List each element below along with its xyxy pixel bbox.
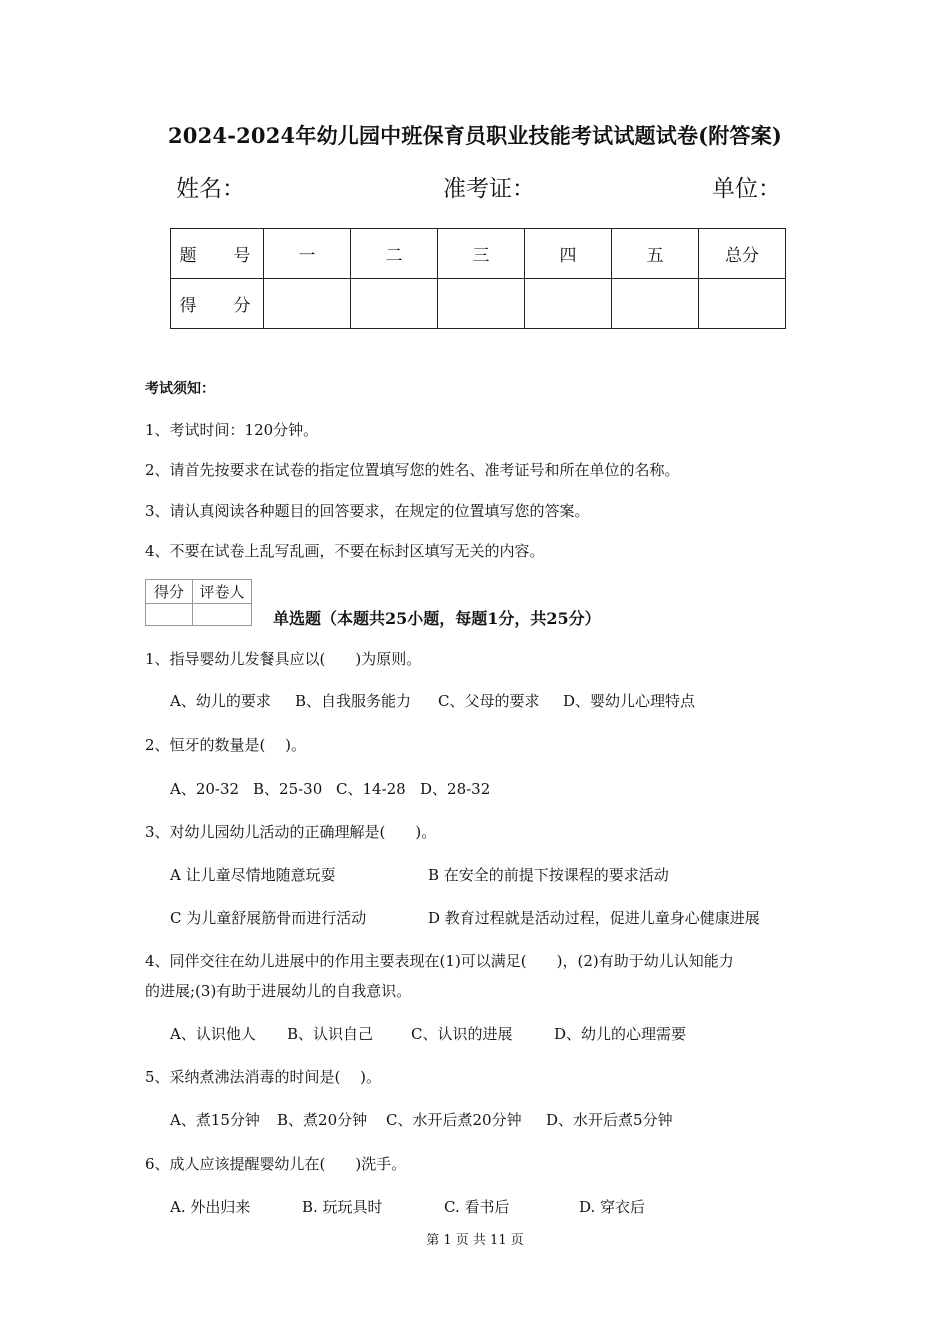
score-input-cell[interactable] — [525, 279, 612, 329]
score-cell: 二 — [351, 229, 438, 279]
grader-score-cell[interactable] — [146, 604, 193, 626]
option: A、20-32 — [170, 780, 240, 798]
option: D、水开后煮5分钟 — [546, 1111, 673, 1129]
option: A. 外出归来 — [170, 1198, 251, 1216]
score-cell: 题 号 — [171, 229, 264, 279]
name-label: 姓名： — [176, 176, 245, 202]
notice-item: 2、请首先按要求在试卷的指定位置填写您的姓名、准考证号和所在单位的名称。 — [145, 461, 680, 479]
option: A、认识他人 — [170, 1025, 256, 1043]
question-5: 5、采纳煮沸法消毒的时间是( )。 — [145, 1068, 382, 1086]
score-input-cell[interactable] — [264, 279, 351, 329]
score-cell: 四 — [525, 229, 612, 279]
question-1: 1、指导婴幼儿发餐具应以( )为原则。 — [145, 650, 422, 668]
option: C 为儿童舒展筋骨而进行活动 — [170, 909, 367, 927]
grader-name-label: 评卷人 — [193, 580, 252, 604]
score-table — [170, 228, 786, 329]
score-cell: 三 — [438, 229, 525, 279]
grader-box — [145, 579, 252, 626]
page-footer: 第 1 页 共 11 页 — [426, 1233, 524, 1248]
option: A 让儿童尽情地随意玩耍 — [170, 866, 336, 884]
option: C、14-28 — [336, 780, 406, 798]
grader-score-label: 得分 — [146, 580, 193, 604]
notice-item: 1、考试时间：120分钟。 — [145, 421, 319, 439]
option: B. 玩玩具时 — [302, 1198, 383, 1216]
unit-label: 单位： — [712, 176, 781, 202]
section-title: 单选题（本题共25小题，每题1分，共25分） — [273, 609, 601, 628]
option: B 在安全的前提下按课程的要求活动 — [428, 866, 669, 884]
option: C、父母的要求 — [438, 692, 540, 710]
option: C、认识的进展 — [411, 1025, 513, 1043]
question-4: 4、同伴交往在幼儿进展中的作用主要表现在(1)可以满足( )，(2)有助于幼儿认知能力 — [145, 952, 734, 970]
option: D、幼儿的心理需要 — [554, 1025, 687, 1043]
option: D 教育过程就是活动过程，促进儿童身心健康进展 — [428, 909, 760, 927]
grader-name-cell[interactable] — [193, 604, 252, 626]
option: D. 穿衣后 — [579, 1198, 646, 1216]
notice-item: 4、不要在试卷上乱写乱画，不要在标封区填写无关的内容。 — [145, 542, 545, 560]
score-input-cell[interactable] — [699, 279, 786, 329]
option: B、自我服务能力 — [295, 692, 412, 710]
score-cell: 一 — [264, 229, 351, 279]
option: D、28-32 — [420, 780, 491, 798]
score-input-cell[interactable] — [351, 279, 438, 329]
option: C、水开后煮20分钟 — [386, 1111, 522, 1129]
option: C. 看书后 — [444, 1198, 510, 1216]
score-table-header-row — [171, 229, 786, 279]
option: B、煮20分钟 — [277, 1111, 368, 1129]
option: A、煮15分钟 — [170, 1111, 260, 1129]
question-3: 3、对幼儿园幼儿活动的正确理解是( )。 — [145, 823, 437, 841]
score-input-cell[interactable] — [438, 279, 525, 329]
option: A、幼儿的要求 — [170, 692, 271, 710]
score-cell: 得 分 — [171, 279, 264, 329]
score-table-score-row — [171, 279, 786, 329]
score-input-cell[interactable] — [612, 279, 699, 329]
notice-title: 考试须知： — [145, 381, 215, 397]
exam-title: 2024-2024年幼儿园中班保育员职业技能考试试题试卷(附答案) — [167, 123, 783, 148]
score-cell: 五 — [612, 229, 699, 279]
option: D、婴幼儿心理特点 — [563, 692, 696, 710]
option: B、25-30 — [253, 780, 323, 798]
score-cell: 总分 — [699, 229, 786, 279]
exam-id-label: 准考证： — [443, 176, 535, 202]
notice-item: 3、请认真阅读各种题目的回答要求，在规定的位置填写您的答案。 — [145, 502, 590, 520]
question-4-continued: 的进展;(3)有助于进展幼儿的自我意识。 — [145, 982, 412, 1000]
question-6: 6、成人应该提醒婴幼儿在( )洗手。 — [145, 1155, 407, 1173]
option: B、认识自己 — [287, 1025, 374, 1043]
question-2: 2、恒牙的数量是( )。 — [145, 736, 307, 754]
